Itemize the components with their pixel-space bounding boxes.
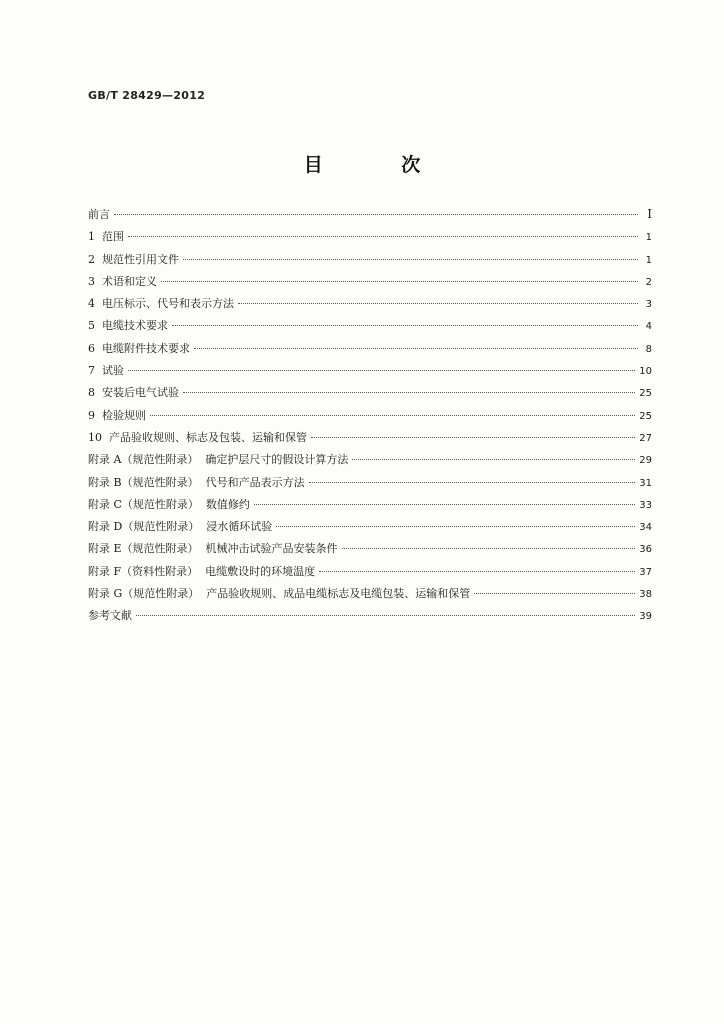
toc-entry-page-number: 25 [639, 410, 652, 422]
toc-entry-label: 6 电缆附件技术要求 [88, 341, 190, 355]
toc-entry-page-number: 27 [639, 432, 652, 444]
toc-entry-page-number: 31 [639, 477, 652, 489]
toc-entry[interactable] [88, 228, 652, 250]
toc-entry-label: 5 电缆技术要求 [88, 319, 168, 333]
toc-entry-label: 附录 E（规范性附录） 机械冲击试验产品安装条件 [88, 542, 338, 556]
toc-entry-page-number: 10 [639, 366, 652, 378]
toc-dot-leader [161, 281, 638, 282]
toc-entry[interactable] [88, 496, 652, 518]
toc-dot-leader [183, 392, 635, 393]
toc-entry-page-number: 33 [639, 499, 652, 511]
toc-entry-page-number: 1 [645, 254, 652, 266]
toc-dot-leader [311, 437, 635, 438]
toc-dot-leader [136, 615, 635, 616]
toc-entry-label: 3 术语和定义 [88, 274, 157, 288]
toc-entry[interactable] [88, 585, 652, 607]
toc-entry[interactable] [88, 474, 652, 496]
toc-dot-leader [194, 348, 638, 349]
toc-entry-label: 8 安装后电气试验 [88, 386, 179, 400]
toc-entry-label: 附录 F（资料性附录） 电缆敷设时的环境温度 [88, 564, 316, 578]
toc-entry[interactable] [88, 429, 652, 451]
toc-entry[interactable] [88, 206, 652, 228]
toc-entry[interactable] [88, 384, 652, 406]
toc-entry-label: 附录 G（规范性附录） 产品验收规则、成品电缆标志及电缆包装、运输和保管 [88, 587, 471, 601]
toc-dot-leader [342, 548, 636, 549]
toc-dot-leader [128, 236, 638, 237]
toc-entry-page-number: 39 [639, 611, 652, 623]
toc-entry[interactable] [88, 451, 652, 473]
toc-entry-label: 前言 [88, 208, 110, 221]
toc-dot-leader [150, 415, 635, 416]
toc-entry-label: 附录 A（规范性附录） 确定护层尺寸的假设计算方法 [88, 453, 349, 467]
toc-entry-label: 附录 D（规范性附录） 浸水循环试验 [88, 520, 273, 534]
standard-number: GB/T 28429—2012 [88, 89, 206, 102]
toc-entry-page-number: 37 [639, 566, 652, 578]
toc-dot-leader [254, 504, 635, 505]
toc-dot-leader [183, 259, 638, 260]
toc-entry-label: 附录 C（规范性附录） 数值修约 [88, 497, 250, 511]
toc-entry-page-number: 36 [639, 544, 652, 556]
toc-entry-page-number: 4 [645, 321, 652, 333]
toc-dot-leader [474, 593, 635, 594]
toc-entry-label: 1 范围 [88, 230, 124, 244]
toc-entry-page-number: 3 [645, 299, 652, 311]
toc-dot-leader [309, 482, 636, 483]
toc-dot-leader [114, 214, 638, 215]
toc-entry-label: 附录 B（规范性附录） 代号和产品表示方法 [88, 475, 305, 489]
toc-entry-label: 4 电压标示、代号和表示方法 [88, 297, 234, 311]
toc-dot-leader [238, 303, 638, 304]
toc-title: 目 次 [303, 154, 457, 176]
toc-entry[interactable] [88, 251, 652, 273]
toc-entry[interactable] [88, 273, 652, 295]
toc-entry-page-number: 29 [639, 455, 652, 467]
toc-entry[interactable] [88, 340, 652, 362]
toc-entry-label: 9 检验规则 [88, 408, 146, 422]
toc-entry[interactable] [88, 518, 652, 540]
toc-dot-leader [172, 325, 638, 326]
toc-entry[interactable] [88, 563, 652, 585]
toc-dot-leader [319, 571, 635, 572]
toc-entry-label: 7 试验 [88, 364, 124, 378]
toc-entry-page-number: 38 [639, 589, 652, 601]
toc-entry-label: 10 产品验收规则、标志及包装、运输和保管 [88, 430, 307, 444]
toc-entry-page-number: I [647, 207, 652, 221]
table-of-contents [88, 206, 652, 630]
toc-entry[interactable] [88, 295, 652, 317]
toc-entry[interactable] [88, 540, 652, 562]
toc-entry[interactable] [88, 362, 652, 384]
toc-entry-page-number: 2 [645, 276, 652, 288]
toc-entry-page-number: 34 [639, 522, 652, 534]
toc-entry-label: 2 规范性引用文件 [88, 252, 179, 266]
toc-dot-leader [352, 459, 635, 460]
toc-entry-page-number: 25 [639, 388, 652, 400]
toc-entry-label: 参考文献 [88, 609, 132, 623]
toc-dot-leader [276, 526, 635, 527]
toc-dot-leader [128, 370, 635, 371]
toc-entry-page-number: 8 [645, 343, 652, 355]
toc-entry-page-number: 1 [645, 232, 652, 244]
toc-entry[interactable] [88, 607, 652, 629]
toc-entry[interactable] [88, 407, 652, 429]
toc-entry[interactable] [88, 317, 652, 339]
